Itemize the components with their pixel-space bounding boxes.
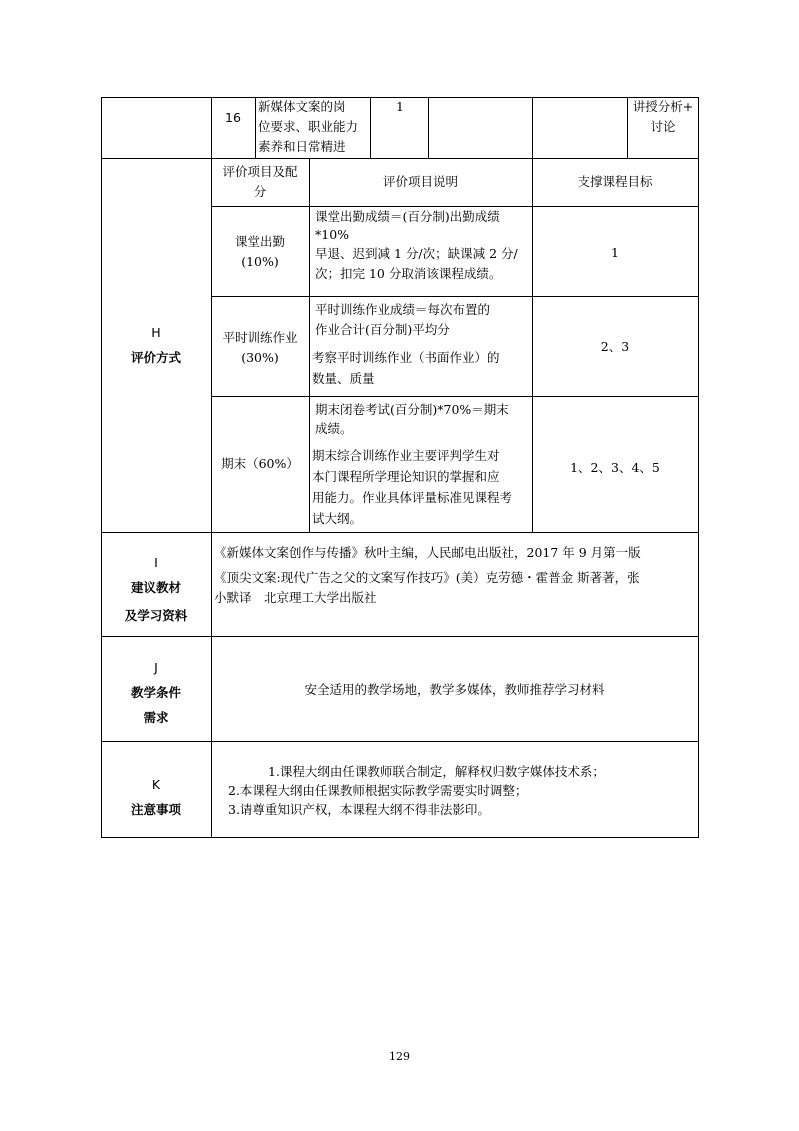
eval-goal: 2、3 (600, 339, 630, 354)
col-divider (370, 97, 371, 158)
table-border-bottom (101, 837, 699, 838)
section-letter: K (151, 777, 161, 792)
col-divider (255, 97, 256, 158)
eval-desc-line: 期末综合训练作业主要评判学生对 (312, 448, 500, 463)
section-title: 及学习资料 (124, 608, 188, 623)
eval-desc-line: 平时训练作业成绩＝每次布置的 (315, 302, 491, 317)
row-hours: 1 (396, 99, 404, 114)
eval-desc-line: 次；扣完 10 分取消该课程成绩。 (315, 266, 502, 281)
notice-line: 1.课程大纲由任课教师联合制定，解释权归数字媒体技术系； (268, 764, 605, 779)
eval-desc-line: *10% (315, 227, 350, 242)
row-method-line: 讨论 (650, 119, 676, 134)
eval-goal: 1、2、3、4、5 (570, 460, 660, 475)
eval-item: 课堂出勤 (234, 234, 285, 249)
eval-desc-line: 课堂出勤成绩＝(百分制)出勤成绩 (315, 209, 500, 224)
row-method-line: 讲授分析+ (632, 99, 694, 114)
page-number: 129 (389, 1050, 410, 1063)
section-letter: I (154, 555, 158, 570)
section-letter: J (154, 660, 158, 675)
row-content-line: 新媒体文案的岗 (258, 99, 346, 114)
eval-item: (30%) (241, 350, 279, 365)
row-divider (211, 396, 699, 397)
eval-item: 平时训练作业 (222, 330, 298, 345)
notice-line: 2.本课程大纲由任课教师根据实际教学需要实时调整； (228, 783, 528, 798)
eval-desc-line: 早退、迟到减 1 分/次；缺课减 2 分/ (315, 246, 518, 261)
row-divider (101, 532, 699, 533)
teaching-conditions: 安全适用的教学场地，教学多媒体，教师推荐学习材料 (304, 682, 605, 697)
eval-desc-line: 数量、质量 (312, 371, 375, 386)
row-divider (101, 636, 699, 637)
material-line: 《顶尖文案:现代广告之父的文案写作技巧》(美）克劳德・霍普金 斯著著，张 (214, 570, 640, 585)
eval-desc-line: 考察平时训练作业（书面作业）的 (312, 350, 500, 365)
row-content-line: 位要求、职业能力 (258, 119, 359, 134)
eval-desc-line: 用能力。作业具体评量标准见课程考 (312, 490, 513, 505)
header-goal: 支撑课程目标 (577, 174, 653, 189)
row-number: 16 (225, 110, 241, 125)
eval-item: 期末（60%） (221, 456, 299, 471)
col-divider (309, 158, 310, 533)
header-desc: 评价项目说明 (382, 174, 458, 189)
section-letter: H (151, 325, 161, 340)
eval-desc-line: 作业合计(百分制)平均分 (315, 322, 450, 337)
eval-desc-line: 成绩。 (315, 421, 353, 436)
section-title: 评价方式 (130, 350, 181, 365)
header-item: 评价项目及配 (222, 164, 298, 179)
table-border-right (698, 97, 699, 838)
row-divider (101, 741, 699, 742)
header-item: 分 (253, 184, 267, 199)
section-title: 注意事项 (130, 802, 181, 817)
eval-desc-line: 本门课程所学理论知识的掌握和应 (312, 469, 500, 484)
row-divider (101, 158, 699, 159)
material-line: 《新媒体文案创作与传播》秋叶主编，人民邮电出版社，2017 年 9 月第一版 (214, 545, 641, 560)
eval-desc-line: 期末闭卷考试(百分制)*70%＝期末 (315, 402, 509, 417)
section-title: 教学条件 (130, 685, 181, 700)
eval-goal: 1 (611, 245, 619, 260)
section-title: 需求 (143, 710, 169, 725)
row-divider (211, 296, 699, 297)
notice-line: 3.请尊重知识产权，本课程大纲不得非法影印。 (228, 802, 490, 817)
eval-item: (10%) (241, 254, 279, 269)
eval-desc-line: 试大纲。 (312, 511, 363, 526)
row-content-line: 素养和日常精进 (258, 139, 346, 154)
material-line: 小默译 北京理工大学出版社 (214, 590, 377, 605)
col-divider (428, 97, 429, 158)
section-title: 建议教材 (130, 580, 181, 595)
col-divider (532, 97, 533, 158)
